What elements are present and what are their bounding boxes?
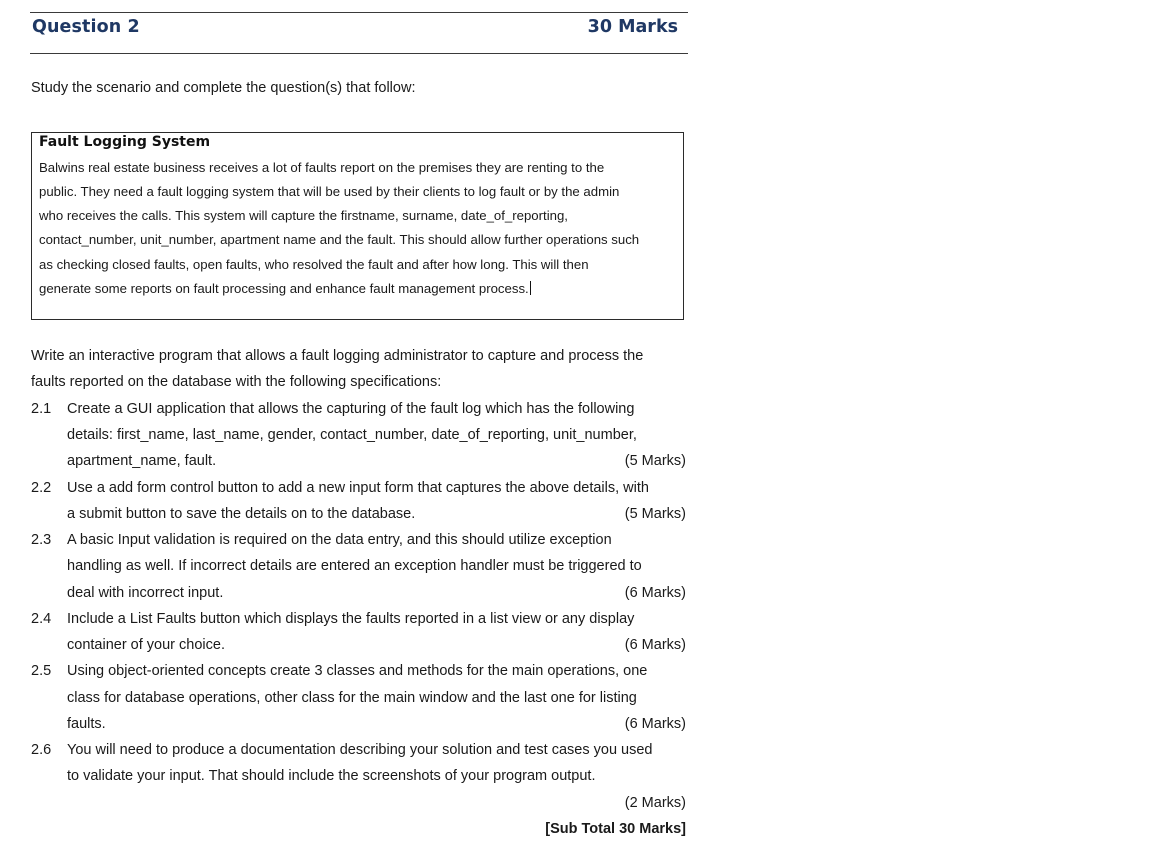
item-marks: (6 Marks) bbox=[624, 716, 686, 732]
scenario-line-text: generate some reports on fault processing and enhance fault management process. bbox=[39, 281, 529, 296]
item-line: Using object-oriented concepts create 3 classes and methods for the main operations, one bbox=[67, 663, 648, 679]
item-marks: (5 Marks) bbox=[624, 506, 686, 522]
task-intro-line: Write an interactive program that allows a fault logging administrator to capture and process the bbox=[31, 348, 644, 364]
subtotal-marks: [Sub Total 30 Marks] bbox=[545, 821, 686, 837]
scenario-line-last bbox=[39, 281, 531, 296]
question-total-marks: 30 Marks bbox=[587, 17, 678, 37]
item-line: class for database operations, other class for the main window and the last one for listing bbox=[67, 690, 637, 706]
task-intro-line: faults reported on the database with the following specifications: bbox=[31, 374, 442, 390]
intro-text: Study the scenario and complete the question(s) that follow: bbox=[31, 80, 416, 96]
header-bottom-rule bbox=[30, 53, 688, 54]
item-line: details: first_name, last_name, gender, contact_number, date_of_reporting, unit_number, bbox=[67, 427, 637, 443]
item-line: Use a add form control button to add a new input form that captures the above details, with bbox=[67, 480, 649, 496]
item-line: to validate your input. That should include the screenshots of your program output. bbox=[67, 768, 596, 784]
scenario-box bbox=[31, 132, 684, 320]
scenario-title: Fault Logging System bbox=[39, 134, 211, 150]
item-line: A basic Input validation is required on the data entry, and this should utilize exception bbox=[67, 532, 612, 548]
item-number: 2.6 bbox=[31, 742, 52, 758]
item-number: 2.2 bbox=[31, 480, 52, 496]
item-line: handling as well. If incorrect details are entered an exception handler must be triggered to bbox=[67, 558, 642, 574]
scenario-line: as checking closed faults, open faults, who resolved the fault and after how long. This will then bbox=[39, 257, 589, 272]
item-line: apartment_name, fault. bbox=[67, 453, 217, 469]
item-line: You will need to produce a documentation describing your solution and test cases you used bbox=[67, 742, 653, 758]
header-top-rule bbox=[30, 12, 688, 13]
item-number: 2.3 bbox=[31, 532, 52, 548]
item-line: container of your choice. bbox=[67, 637, 225, 653]
item-marks: (6 Marks) bbox=[624, 637, 686, 653]
item-marks: (6 Marks) bbox=[624, 585, 686, 601]
scenario-line: Balwins real estate business receives a lot of faults report on the premises they are renting to the bbox=[39, 160, 605, 175]
item-number: 2.1 bbox=[31, 401, 52, 417]
item-line: a submit button to save the details on to the database. bbox=[67, 506, 416, 522]
question-title: Question 2 bbox=[32, 17, 140, 37]
item-marks: (5 Marks) bbox=[624, 453, 686, 469]
item-marks: (2 Marks) bbox=[624, 795, 686, 811]
scenario-line: contact_number, unit_number, apartment name and the fault. This should allow further operations such bbox=[39, 232, 640, 247]
item-number: 2.5 bbox=[31, 663, 52, 679]
scenario-line: who receives the calls. This system will capture the firstname, surname, date_of_reporting, bbox=[39, 208, 568, 223]
item-line: faults. bbox=[67, 716, 106, 732]
item-number: 2.4 bbox=[31, 611, 52, 627]
item-line: Create a GUI application that allows the capturing of the fault log which has the following bbox=[67, 401, 635, 417]
item-line: deal with incorrect input. bbox=[67, 585, 224, 601]
scenario-line: public. They need a fault logging system that will be used by their clients to log fault or by the admin bbox=[39, 184, 620, 199]
item-line: Include a List Faults button which displays the faults reported in a list view or any display bbox=[67, 611, 635, 627]
text-cursor-icon bbox=[530, 281, 531, 295]
